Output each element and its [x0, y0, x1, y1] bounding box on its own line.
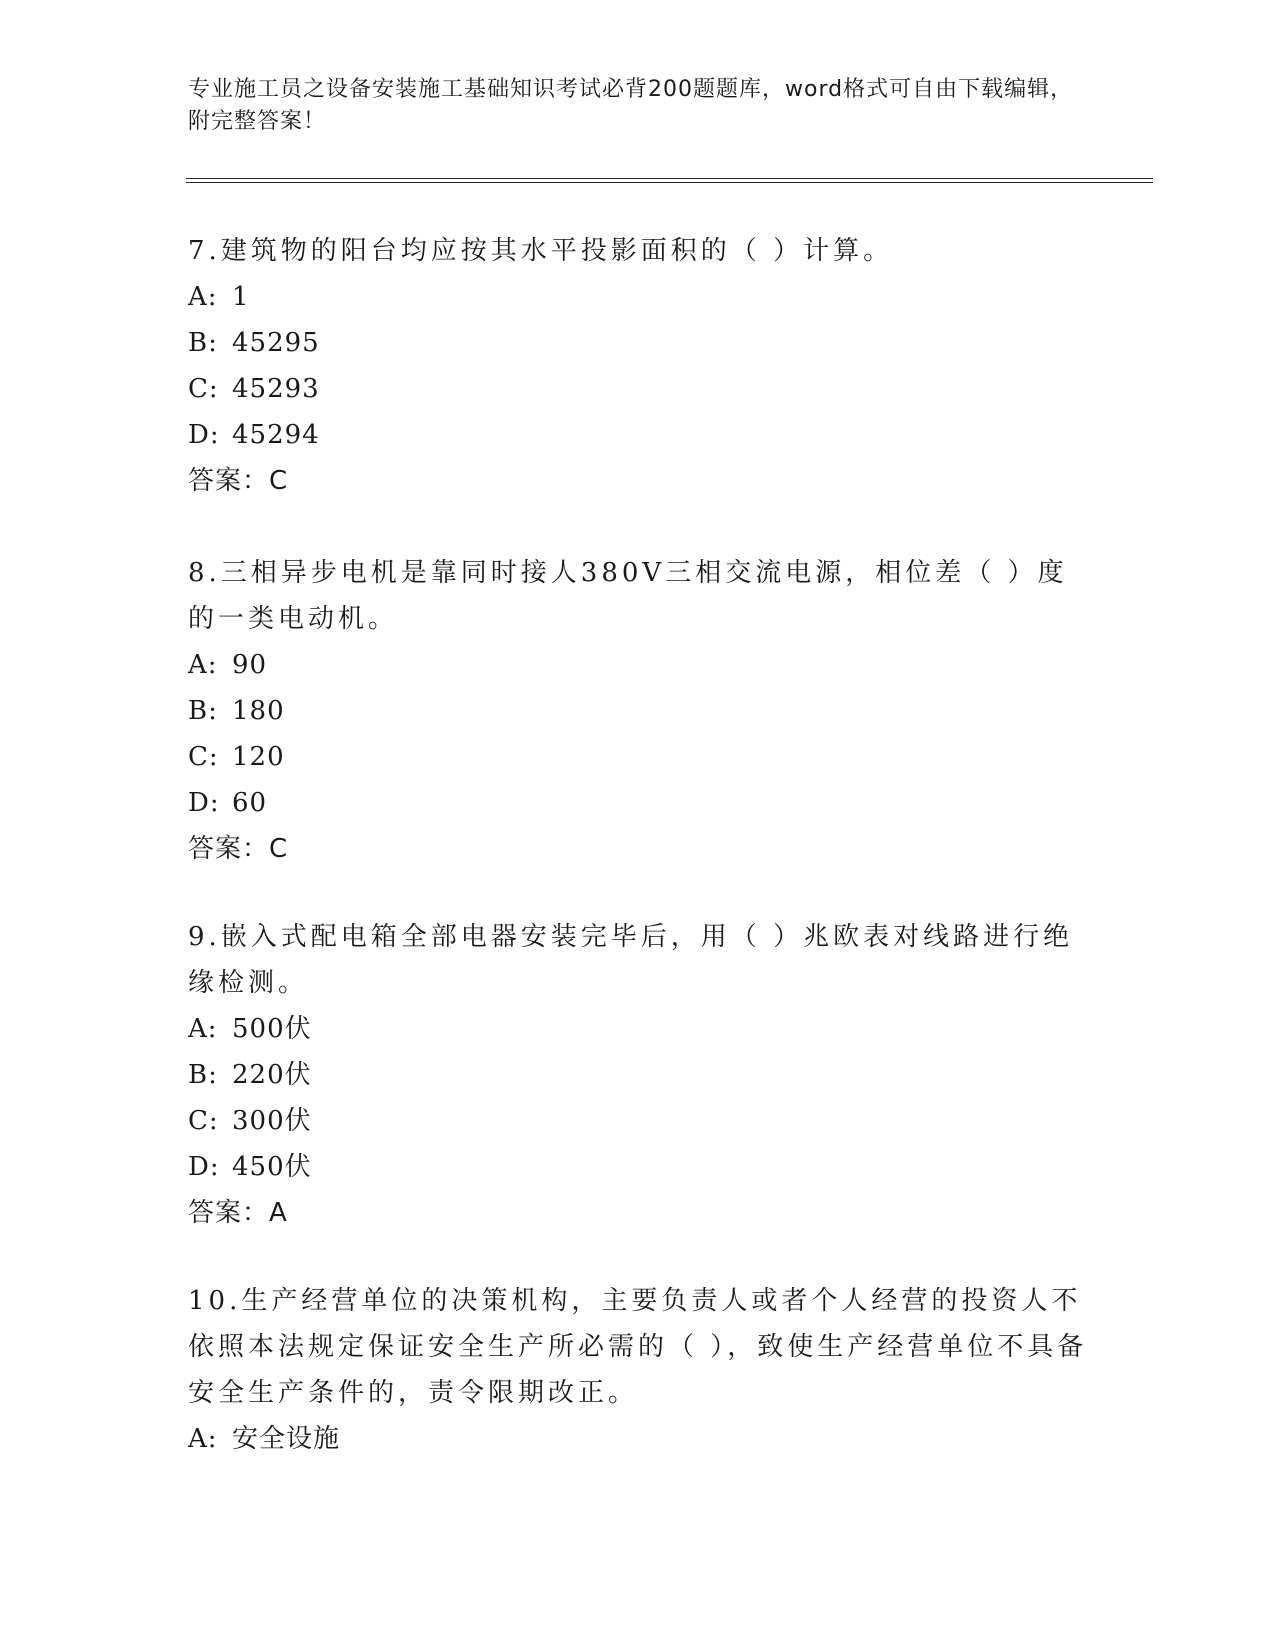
header-divider-double: [186, 182, 1153, 183]
option-letter: D:: [188, 420, 220, 450]
question-stem: 8.三相异步电机是靠同时接人380V三相交流电源，相位差（ ）度的一类电动机。: [188, 558, 1068, 634]
question-9: [188, 914, 1088, 1236]
question-stem: 7.建筑物的阳台均应按其水平投影面积的（ ）计算。: [188, 236, 894, 266]
option-letter: C:: [188, 742, 219, 772]
option-letter: A:: [188, 650, 218, 680]
option-text: 45294: [232, 420, 320, 450]
option-letter: D:: [188, 1152, 220, 1182]
option-d: [188, 780, 1088, 826]
option-letter: B:: [188, 328, 218, 358]
option-text: 180: [232, 696, 285, 726]
option-b: [188, 1052, 1088, 1098]
option-b: [188, 320, 1088, 366]
document-header: [188, 74, 1088, 138]
option-text: 450伏: [232, 1152, 312, 1182]
option-letter: A:: [188, 1014, 218, 1044]
answer-line: 答案：C: [188, 834, 289, 864]
option-text: 安全设施: [232, 1424, 341, 1454]
option-letter: A:: [188, 282, 218, 312]
option-letter: C:: [188, 1106, 219, 1136]
option-text: 60: [232, 788, 268, 818]
option-letter: D:: [188, 788, 220, 818]
header-divider: [186, 178, 1153, 179]
option-text: 90: [232, 650, 268, 680]
option-text: 500伏: [232, 1014, 312, 1044]
option-a: [188, 642, 1088, 688]
question-stem: 9.嵌入式配电箱全部电器安装完毕后，用（ ）兆欧表对线路进行绝缘检测。: [188, 922, 1074, 998]
question-stem: 10.生产经营单位的决策机构，主要负责人或者个人经营的投资人不依照本法规定保证安全生产所必需的（ ），致使生产经营单位不具备安全生产条件的，责令限期改正。: [188, 1286, 1088, 1408]
header-title: 专业施工员之设备安装施工基础知识考试必背200题题库，word格式可自由下载编辑，附完整答案！: [188, 77, 1074, 134]
question-10: [188, 1278, 1088, 1462]
option-b: [188, 688, 1088, 734]
option-text: 45293: [232, 374, 320, 404]
option-letter: B:: [188, 696, 218, 726]
answer-line: 答案：C: [188, 466, 289, 496]
option-text: 300伏: [232, 1106, 312, 1136]
option-text: 120: [232, 742, 285, 772]
option-text: 45295: [232, 328, 320, 358]
option-a: [188, 1416, 1088, 1462]
option-c: [188, 734, 1088, 780]
option-text: 220伏: [232, 1060, 312, 1090]
option-d: [188, 412, 1088, 458]
option-a: [188, 1006, 1088, 1052]
option-letter: C:: [188, 374, 219, 404]
option-d: [188, 1144, 1088, 1190]
option-letter: B:: [188, 1060, 218, 1090]
option-a: [188, 274, 1088, 320]
question-8: [188, 550, 1088, 872]
option-letter: A:: [188, 1424, 218, 1454]
question-7: [188, 228, 1088, 504]
option-c: [188, 1098, 1088, 1144]
option-c: [188, 366, 1088, 412]
answer-line: 答案：A: [188, 1198, 288, 1228]
option-text: 1: [232, 282, 250, 312]
